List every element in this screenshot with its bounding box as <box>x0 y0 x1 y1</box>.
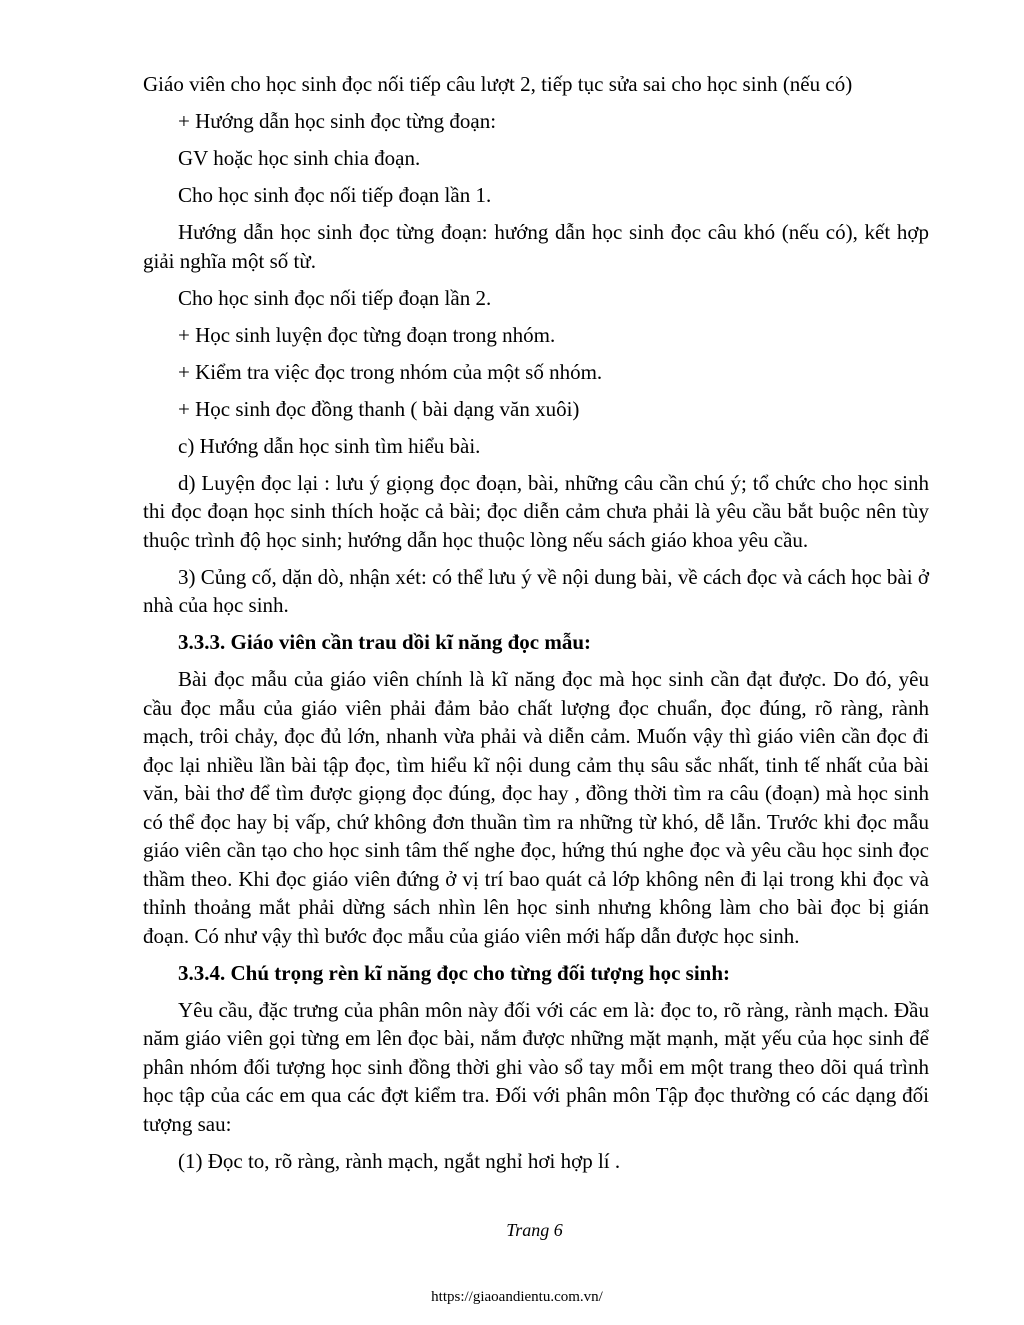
paragraph-reread: d) Luyện đọc lại : lưu ý giọng đọc đoạn, bài, những câu cần chú ý; tổ chức cho học sinh thi đọc đoạn học sinh thích hoặc cả bài; đọc diễn cảm chưa phải là yêu cầu bắt buộc nên tùy thuộc trình độ học sinh; hướng dẫn học thuộc lòng nếu sách giáo khoa yêu cầu. <box>143 470 929 552</box>
paragraph-read-round-2: Cho học sinh đọc nối tiếp đoạn lần 2. <box>178 285 492 310</box>
paragraph-student-groups: Yêu cầu, đặc trưng của phân môn này đối với các em là: đọc to, rõ ràng, rành mạch. Đầu năm giáo viên gọi từng em lên đọc bài, nắm được những mặt mạnh, mặt yếu của học sinh để phân nhóm đối tượng học sinh đồng thời ghi vào sổ tay mỗi em một trang theo dõi quá trình học tập của các em qua các đợt kiểm tra. Đối với phân môn Tập đọc thường có các dạng đối tượng sau: <box>143 997 929 1136</box>
paragraph-reading-round-2: Giáo viên cho học sinh đọc nối tiếp câu lượt 2, tiếp tục sửa sai cho học sinh (nếu có) <box>143 72 853 96</box>
section-heading-3-3-3: 3.3.3. Giáo viên cần trau dồi kĩ năng đọc mẫu: <box>178 630 592 654</box>
paragraph-difficult-sentences: Hướng dẫn học sinh đọc từng đoạn: hướng dẫn học sinh đọc câu khó (nếu có), kết hợp giải nghĩa một số từ. <box>143 220 929 273</box>
paragraph-group-check: + Kiểm tra việc đọc trong nhóm của một số nhóm. <box>178 359 603 384</box>
paragraph-divide-sections: GV hoặc học sinh chia đoạn. <box>178 146 421 170</box>
footer-url: https://giaoandientu.com.vn/ <box>431 1289 603 1305</box>
paragraph-guide-sections: + Hướng dẫn học sinh đọc từng đoạn: <box>178 109 497 133</box>
section-heading-3-3-4: 3.3.4. Chú trọng rèn kĩ năng đọc cho từng đối tượng học sinh: <box>178 960 731 985</box>
paragraph-model-reading: Bài đọc mẫu của giáo viên chính là kĩ năng đọc mà học sinh cần đạt được. Do đó, yêu cầu đọc mẫu của giáo viên phải đảm bảo chất lượng đọc chuẩn, đọc đúng, rõ ràng, rành mạch, trôi chảy, đọc đủ lớn, nhanh vừa phải và diễn cảm. Muốn vậy thì giáo viên cần đọc đi đọc lại nhiều lần bài tập đọc, tìm hiểu kĩ nội dung cảm thụ sâu sắc nhất, tinh tế nhất của bài văn, bài thơ để tìm được giọng đọc đúng, đọc hay , đồng thời tìm ra câu (đoạn) mà học sinh có thể đọc hay bị vấp, chứ không đơn thuần tìm ra những từ khó, dễ lẫn. Trước khi đọc mẫu giáo viên cần tạo cho học sinh tâm thế nghe đọc, hứng thú nghe đọc và yêu cầu học sinh đọc thầm theo. Khi đọc giáo viên đứng ở vị trí bao quát cả lớp không nên đi lại trong khi đọc và thỉnh thoảng mắt phải dừng sách nhìn lên học sinh nhưng không làm cho bài đọc bị gián đoạn. Có như vậy thì bước đọc mẫu của giáo viên mới hấp dẫn được học sinh. <box>143 667 929 948</box>
page-number: Trang 6 <box>506 1220 563 1240</box>
paragraph-read-round-1: Cho học sinh đọc nối tiếp đoạn lần 1. <box>178 183 492 207</box>
paragraph-choral-reading: + Học sinh đọc đồng thanh ( bài dạng văn xuôi) <box>178 396 580 421</box>
paragraph-item-1: (1) Đọc to, rõ ràng, rành mạch, ngắt nghỉ hơi hợp lí . <box>178 1148 621 1173</box>
document-body <box>143 70 929 1184</box>
paragraph-understand-lesson: c) Hướng dẫn học sinh tìm hiểu bài. <box>178 433 481 458</box>
paragraph-group-practice: + Học sinh luyện đọc từng đoạn trong nhóm. <box>178 322 556 347</box>
paragraph-consolidate: 3) Củng cố, dặn dò, nhận xét: có thể lưu ý về nội dung bài, về cách đọc và cách học bài ở nhà của học sinh. <box>143 564 929 617</box>
